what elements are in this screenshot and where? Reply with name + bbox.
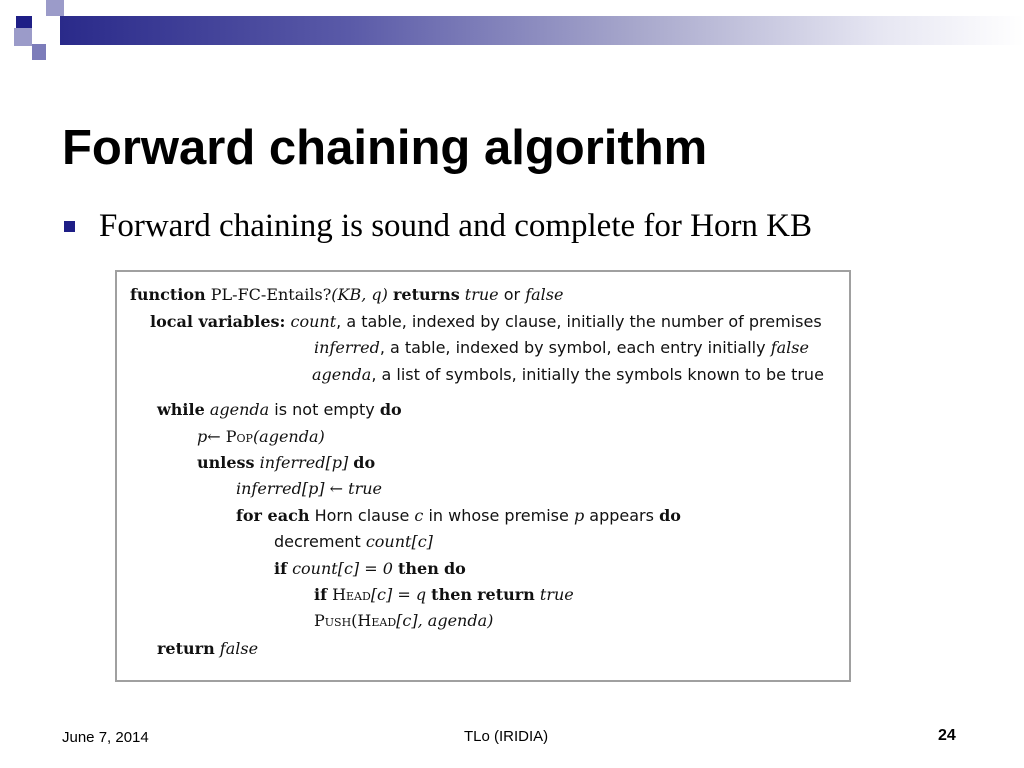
function-args: [c], agenda)	[396, 611, 494, 630]
deco-square	[14, 28, 32, 46]
keyword-function: function	[130, 285, 206, 304]
slide-title: Forward chaining algorithm	[62, 121, 708, 175]
function-name: PL-FC-Entails?	[210, 285, 332, 304]
bullet-square-icon	[64, 221, 75, 232]
keyword-returns: returns	[393, 285, 460, 304]
algo-line-decrement	[274, 531, 433, 553]
deco-square	[32, 44, 46, 60]
deco-square	[32, 16, 60, 45]
value-false: false	[219, 639, 259, 658]
assign-arrow: ←	[329, 479, 344, 498]
value-true: true	[348, 479, 382, 498]
algo-line-pop	[197, 426, 325, 448]
algo-line-push	[314, 610, 493, 632]
keyword-if: if	[274, 559, 287, 578]
keyword-then: then	[431, 585, 473, 604]
page-number: 24	[938, 727, 956, 744]
expr-count-c: count[c]	[365, 532, 433, 551]
var-desc: , a list of symbols, initially the symbols known to be true	[371, 365, 824, 384]
assign-arrow: ←	[207, 427, 221, 446]
algorithm-box	[115, 270, 851, 682]
function-head: Head	[332, 585, 371, 604]
var-count: count	[290, 312, 337, 331]
keyword-do: do	[353, 453, 376, 472]
var-agenda: agenda	[312, 365, 372, 384]
keyword-for-each: for each	[236, 506, 310, 525]
algo-line-set-inferred	[236, 478, 382, 500]
algo-line-if-head	[314, 584, 574, 606]
deco-square	[0, 0, 16, 16]
var-desc: , a table, indexed by symbol, each entry initially	[379, 338, 771, 357]
function-head: Head	[357, 611, 397, 630]
algo-line-unless	[197, 452, 375, 474]
keyword-if: if	[314, 585, 327, 604]
var-p: p	[197, 427, 208, 446]
var-inferred: inferred	[314, 338, 380, 357]
keyword-return: return	[157, 639, 215, 658]
footer-date: June 7, 2014	[62, 729, 149, 746]
bullet-text: Forward chaining is sound and complete for Horn KB	[99, 207, 813, 244]
keyword-do: do	[443, 559, 466, 578]
deco-square	[46, 0, 64, 16]
function-push: Push	[314, 611, 352, 630]
var-c: c	[414, 506, 424, 525]
keyword-do: do	[659, 506, 681, 525]
algo-line-signature	[130, 284, 563, 306]
keyword-while: while	[157, 400, 205, 419]
function-args: (agenda)	[252, 427, 325, 446]
algo-line-local-vars	[150, 311, 822, 333]
paren-open: (	[351, 611, 358, 630]
text-fragment: Horn clause	[314, 506, 410, 525]
expr-inferred-p: inferred[p]	[259, 453, 349, 472]
function-pop: Pop	[225, 427, 253, 446]
expr-count-zero: count[c] = 0	[292, 559, 393, 578]
text-decrement: decrement	[274, 532, 361, 551]
function-args: (KB, q)	[331, 285, 388, 304]
expr-inferred-p: inferred[p]	[236, 479, 325, 498]
var-p: p	[573, 506, 585, 525]
value-true: true	[539, 585, 574, 604]
word-or: or	[503, 285, 521, 304]
algo-line-return-false	[157, 638, 258, 660]
algo-line-while	[157, 399, 402, 421]
text-fragment: appears	[589, 506, 654, 525]
text-fragment: in whose premise	[428, 506, 569, 525]
keyword-do: do	[379, 400, 402, 419]
keyword-return: return	[477, 585, 535, 604]
value-false: false	[770, 338, 809, 357]
algo-line-for-each	[236, 505, 681, 527]
algo-line-inferred-var	[314, 337, 809, 359]
value-false: false	[525, 285, 564, 304]
var-agenda: agenda	[209, 400, 270, 419]
keyword-then: then	[398, 559, 439, 578]
keyword-local-variables: local variables:	[150, 312, 286, 331]
algo-line-agenda-var	[312, 364, 824, 386]
var-desc: , a table, indexed by clause, initially the number of premises	[336, 312, 822, 331]
bullet-item	[64, 206, 812, 246]
algo-line-if-count	[274, 558, 466, 580]
text-fragment: is not empty	[274, 400, 375, 419]
footer-author: TLo (IRIDIA)	[464, 728, 549, 745]
value-true: true	[464, 285, 499, 304]
header-gradient-bar	[60, 16, 1024, 45]
keyword-unless: unless	[197, 453, 255, 472]
expr-head-eq-q: [c] = q	[370, 585, 427, 604]
